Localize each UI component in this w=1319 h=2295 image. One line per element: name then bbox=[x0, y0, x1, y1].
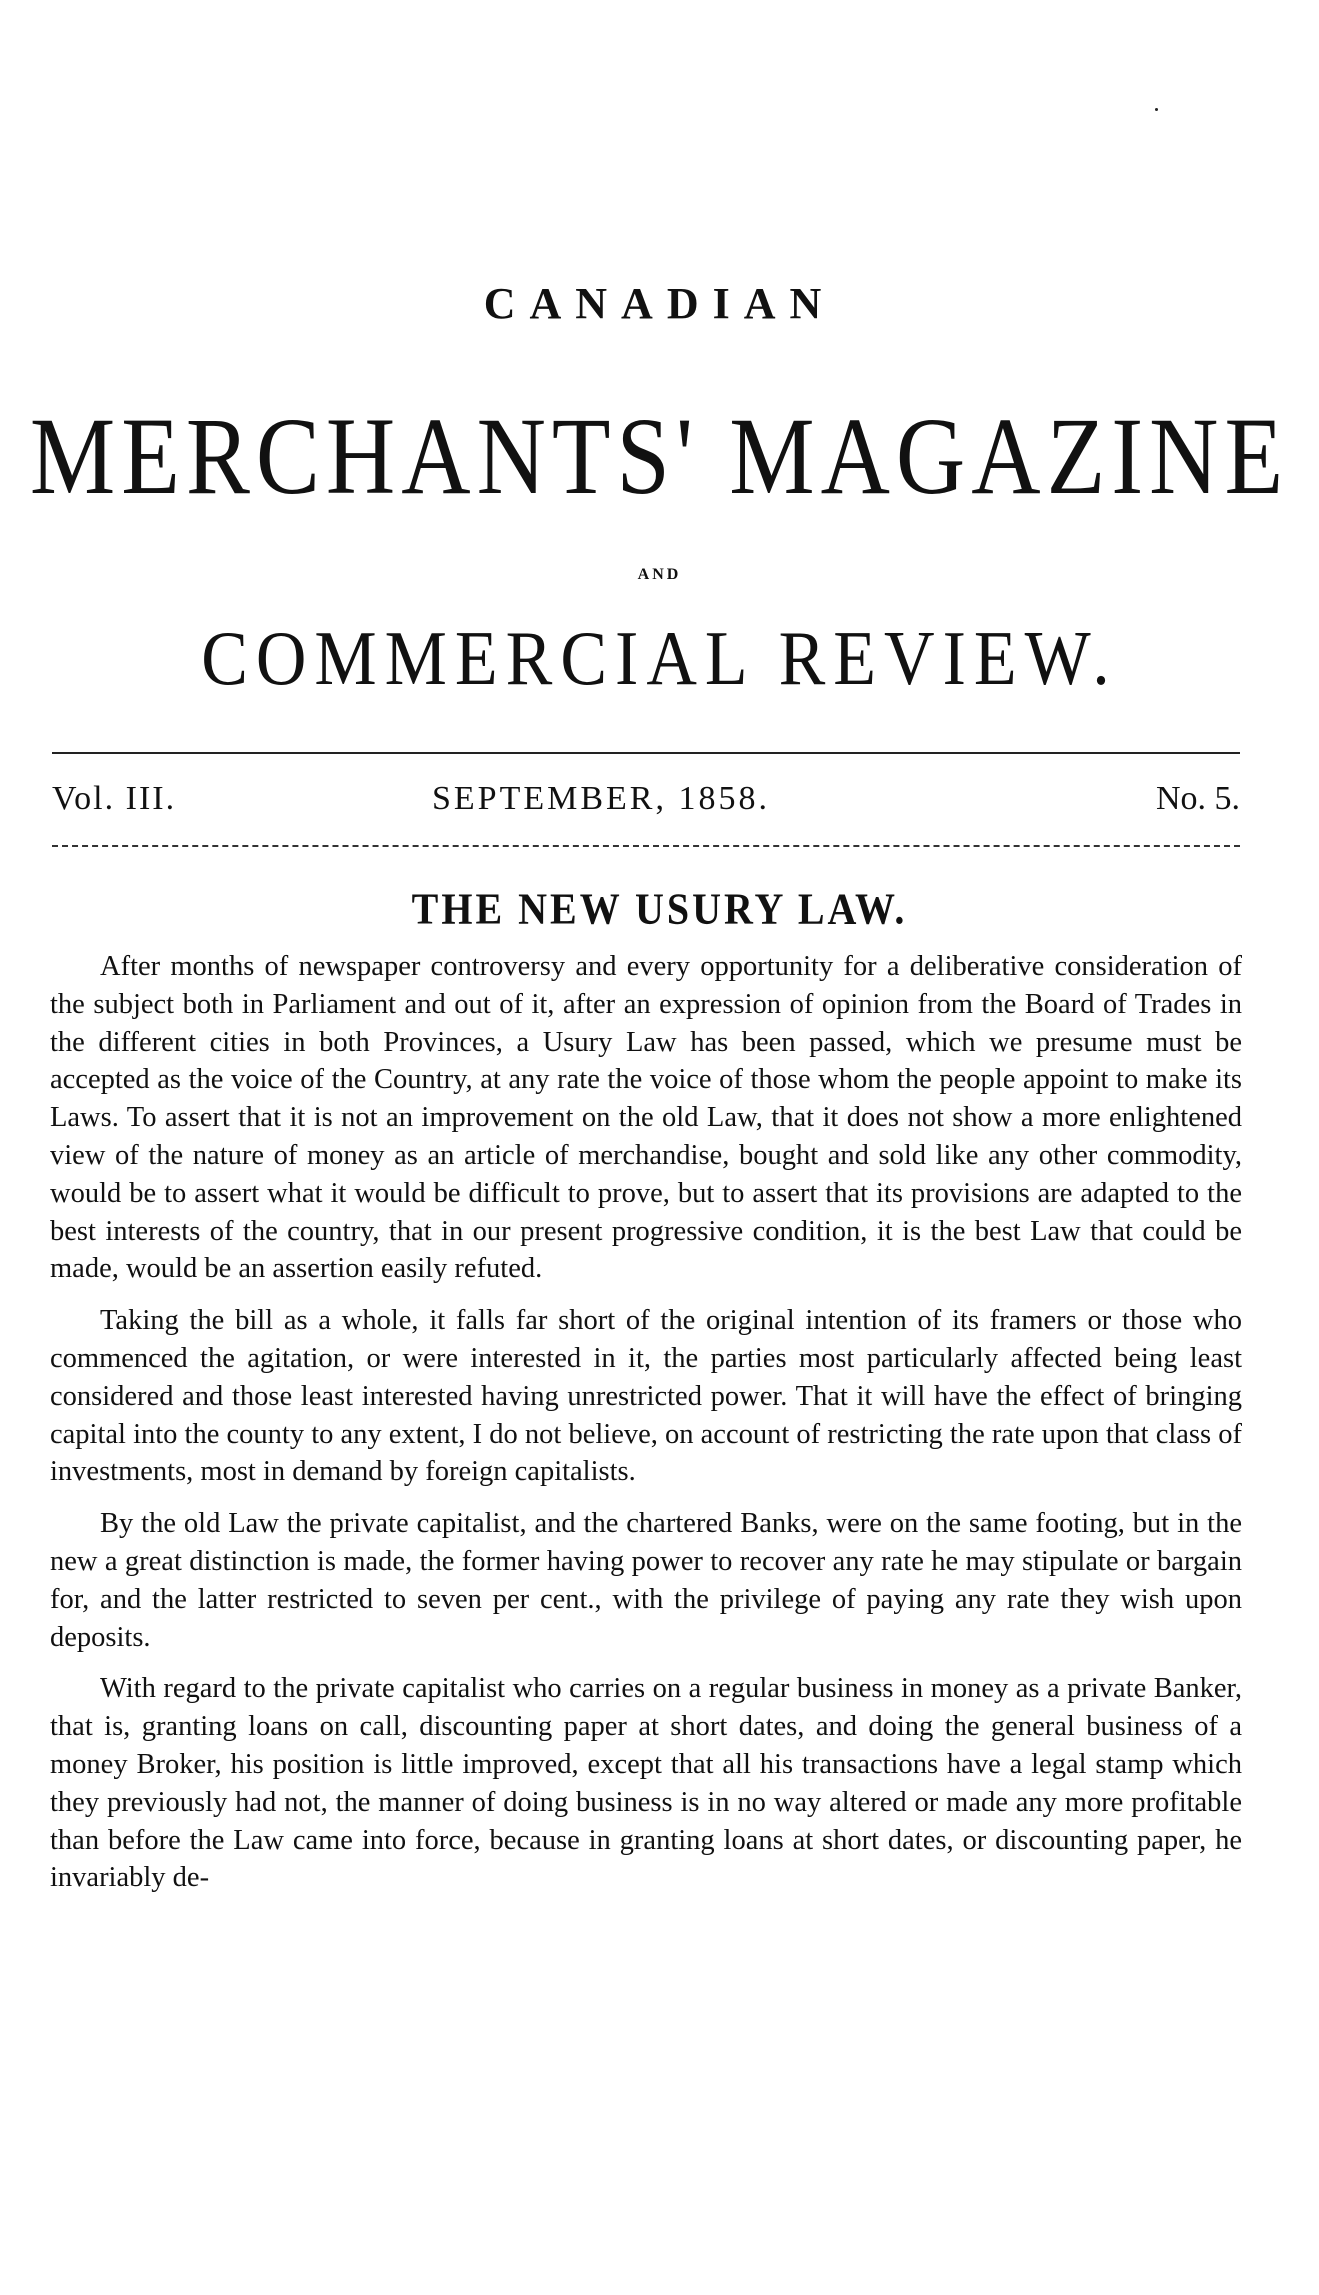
top-rule bbox=[52, 752, 1240, 754]
issue-volume: Vol. III. bbox=[52, 780, 177, 817]
paragraph-3: By the old Law the private capitalist, and the chartered Banks, were on the same footing, but in the new a great distinction is made, the former having power to recover any rate he may stipulate or bargain for, and the latter restricted to seven per cent., with the privilege of paying any rate they wish upon deposits. bbox=[50, 1508, 1242, 1653]
masthead-canadian: CANADIAN bbox=[483, 279, 836, 328]
masthead-and: AND bbox=[637, 566, 682, 583]
paragraph-1: After months of newspaper controversy and every opportunity for a deliberative consideration of the subject both in Parliament and out of it, after an expression of opinion from the Board of Trades in the different cities in both Provinces, a Usury Law has been passed, which we presume must be accepted as the voice of the Country, at any rate the voice of those whom the people appoint to make its Laws. To assert that it is not an improvement on the old Law, that it does not show a more enlightened view of the nature of money as an article of merchandise, bought and sold like any other commodity, would be to assert what it would be difficult to prove, but to assert that its provisions are adapted to the best interests of the country, that in our present progressive condition, it is the best Law that could be made, would be an assertion easily refuted. bbox=[50, 951, 1242, 1285]
masthead-commercial-review: COMMERCIAL REVIEW. bbox=[201, 617, 1118, 702]
article-body bbox=[50, 948, 1242, 1897]
speck-mark bbox=[1155, 108, 1158, 111]
paragraph-4: With regard to the private capitalist who carries on a regular business in money as a private Banker, that is, granting loans on call, discounting paper at short dates, and doing the general business of a money Broker, his position is little improved, except that all his transactions have a legal stamp which they previously had not, the manner of doing business is in no way altered or made any more profitable than before the Law came into force, because in granting loans at short dates, or discounting paper, he invariably de- bbox=[50, 1673, 1242, 1894]
paragraph-2: Taking the bill as a whole, it falls far short of the original intention of its framers or those who commenced the agitation, or were interested in it, the parties most particularly affected being least considered and those least interested having unrestricted power. That it will have the effect of bringing capital into the county to any extent, I do not believe, on account of restricting the rate upon that class of investments, most in demand by foreign capitalists. bbox=[50, 1305, 1242, 1488]
masthead-merchants-magazine: MERCHANTS' MAGAZINE bbox=[29, 393, 1290, 518]
bottom-rule bbox=[52, 845, 1240, 847]
article-title: THE NEW USURY LAW. bbox=[411, 883, 908, 934]
issue-number: No. 5. bbox=[1155, 780, 1240, 817]
issue-date: SEPTEMBER, 1858. bbox=[432, 780, 770, 817]
